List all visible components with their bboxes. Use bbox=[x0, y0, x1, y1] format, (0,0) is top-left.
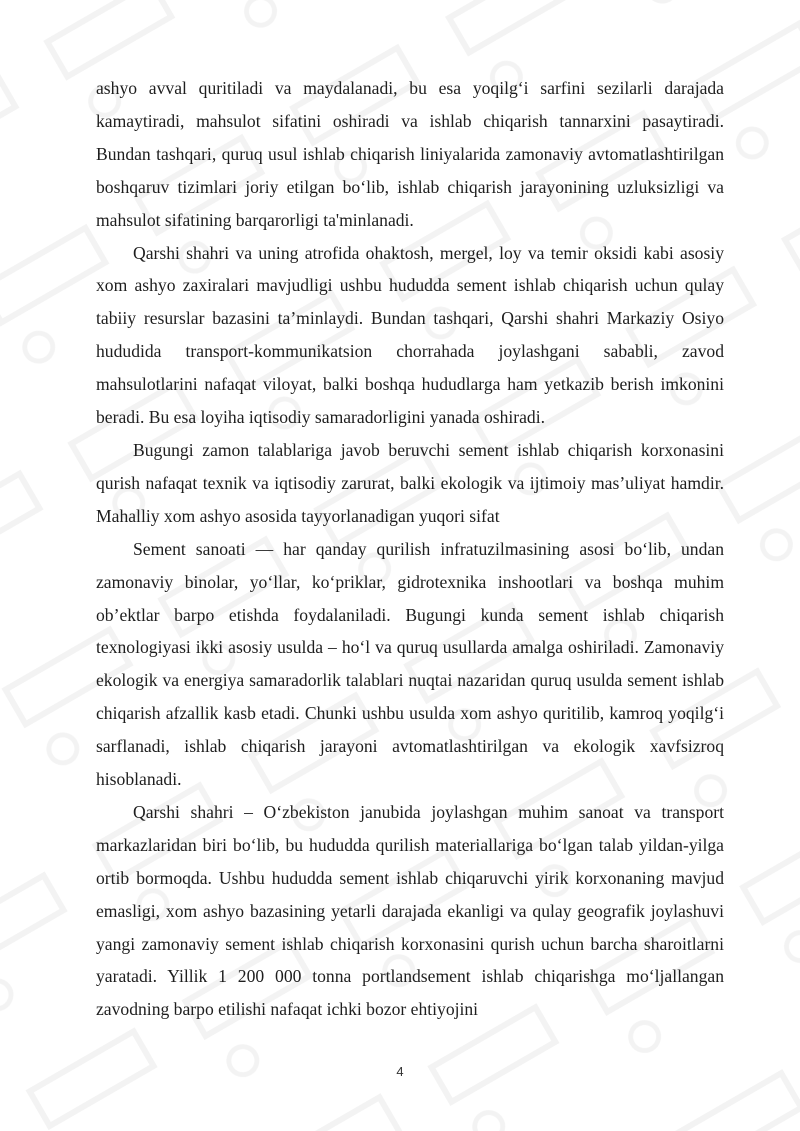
paragraph: ashyo avval quritiladi va maydalanadi, bu esa yoqilg‘i sarfini sezilarli darajada kamaytiradi, mahsulot sifatini oshiradi va ishlab chiqarish tannarxini pasaytiradi. Bundan tashqari, quruq usul ishlab chiqarish liniyalarida zamonaviy avtomatlashtirilgan boshqaruv tizimlari joriy etilgan bo‘lib, ishlab chiqarish jarayonining uzluksizligi va mahsulot sifatining barqarorligi ta'minlanadi. bbox=[96, 78, 724, 230]
paragraph: Qarshi shahri – O‘zbekiston janubida joylashgan muhim sanoat va transport markazlaridan biri bo‘lib, bu hududda qurilish materiallariga bo‘lgan talab yildan-yilga ortib bormoqda. Ushbu hududda sement ishlab chiqaruvchi yirik korxonaning mavjud emasligi, xom ashyo bazasining yetarli darajada ekanligi va qulay geografik joylashuvi yangi zamonaviy sement ishlab chiqarish korxonasini qurish uchun barcha sharoitlarni yaratadi. Yillik 1 200 000 tonna portlandsement ishlab chiqarishga mo‘ljallangan zavodning barpo etilishi nafaqat ichki bozor ehtiyojini bbox=[96, 801, 724, 1020]
paragraph: Qarshi shahri va uning atrofida ohaktosh, mergel, loy va temir oksidi kabi asosiy xom ashyo zaxiralari mavjudligi ushbu hududda sement ishlab chiqarish uchun qulay tabiiy resurslar bazasini ta’minlaydi. Bundan tashqari, Qarshi shahri Markaziy Osiyo hududida transport-kommunikatsion chorrahada joylashgani sababli, zavod mahsulotlarini nafaqat viloyat, balki boshqa hududlarga ham yetkazib berish imkonini beradi. Bu esa loyiha iqtisodiy samaradorligini yanada oshiradi. bbox=[96, 242, 724, 428]
paragraph: Bugungi zamon talablariga javob beruvchi sement ishlab chiqarish korxonasini qurish nafaqat texnik va iqtisodiy zarurat, balki ekologik va ijtimoiy mas’uliyat hamdir. Mahalliy xom ashyo asosida tayyorlanadigan yuqori sifat bbox=[96, 439, 724, 526]
paragraph: Sement sanoati — har qanday qurilish infratuzilmasining asosi bo‘lib, undan zamonaviy binolar, yo‘llar, ko‘priklar, gidrotexnika inshootlari va boshqa muhim ob’ektlar barpo etishda foydalaniladi. Bugungi kunda sement ishlab chiqarish texnologiyasi ikki asosiy usulda – ho‘l va quruq usullarda amalga oshiriladi. Zamonaviy ekologik va energiya samaradorlik talablari nuqtai nazaridan quruq usulda sement ishlab chiqarish afzallik kasb etadi. Chunki ushbu usulda xom ashyo quritilib, kamroq yoqilg‘i sarflanadi, ishlab chiqarish jarayoni avtomatlashtirilgan va ekologik xavfsizroq hisoblanadi. bbox=[96, 538, 724, 790]
page-number: 4 bbox=[396, 1064, 404, 1079]
body-text bbox=[96, 72, 724, 1026]
